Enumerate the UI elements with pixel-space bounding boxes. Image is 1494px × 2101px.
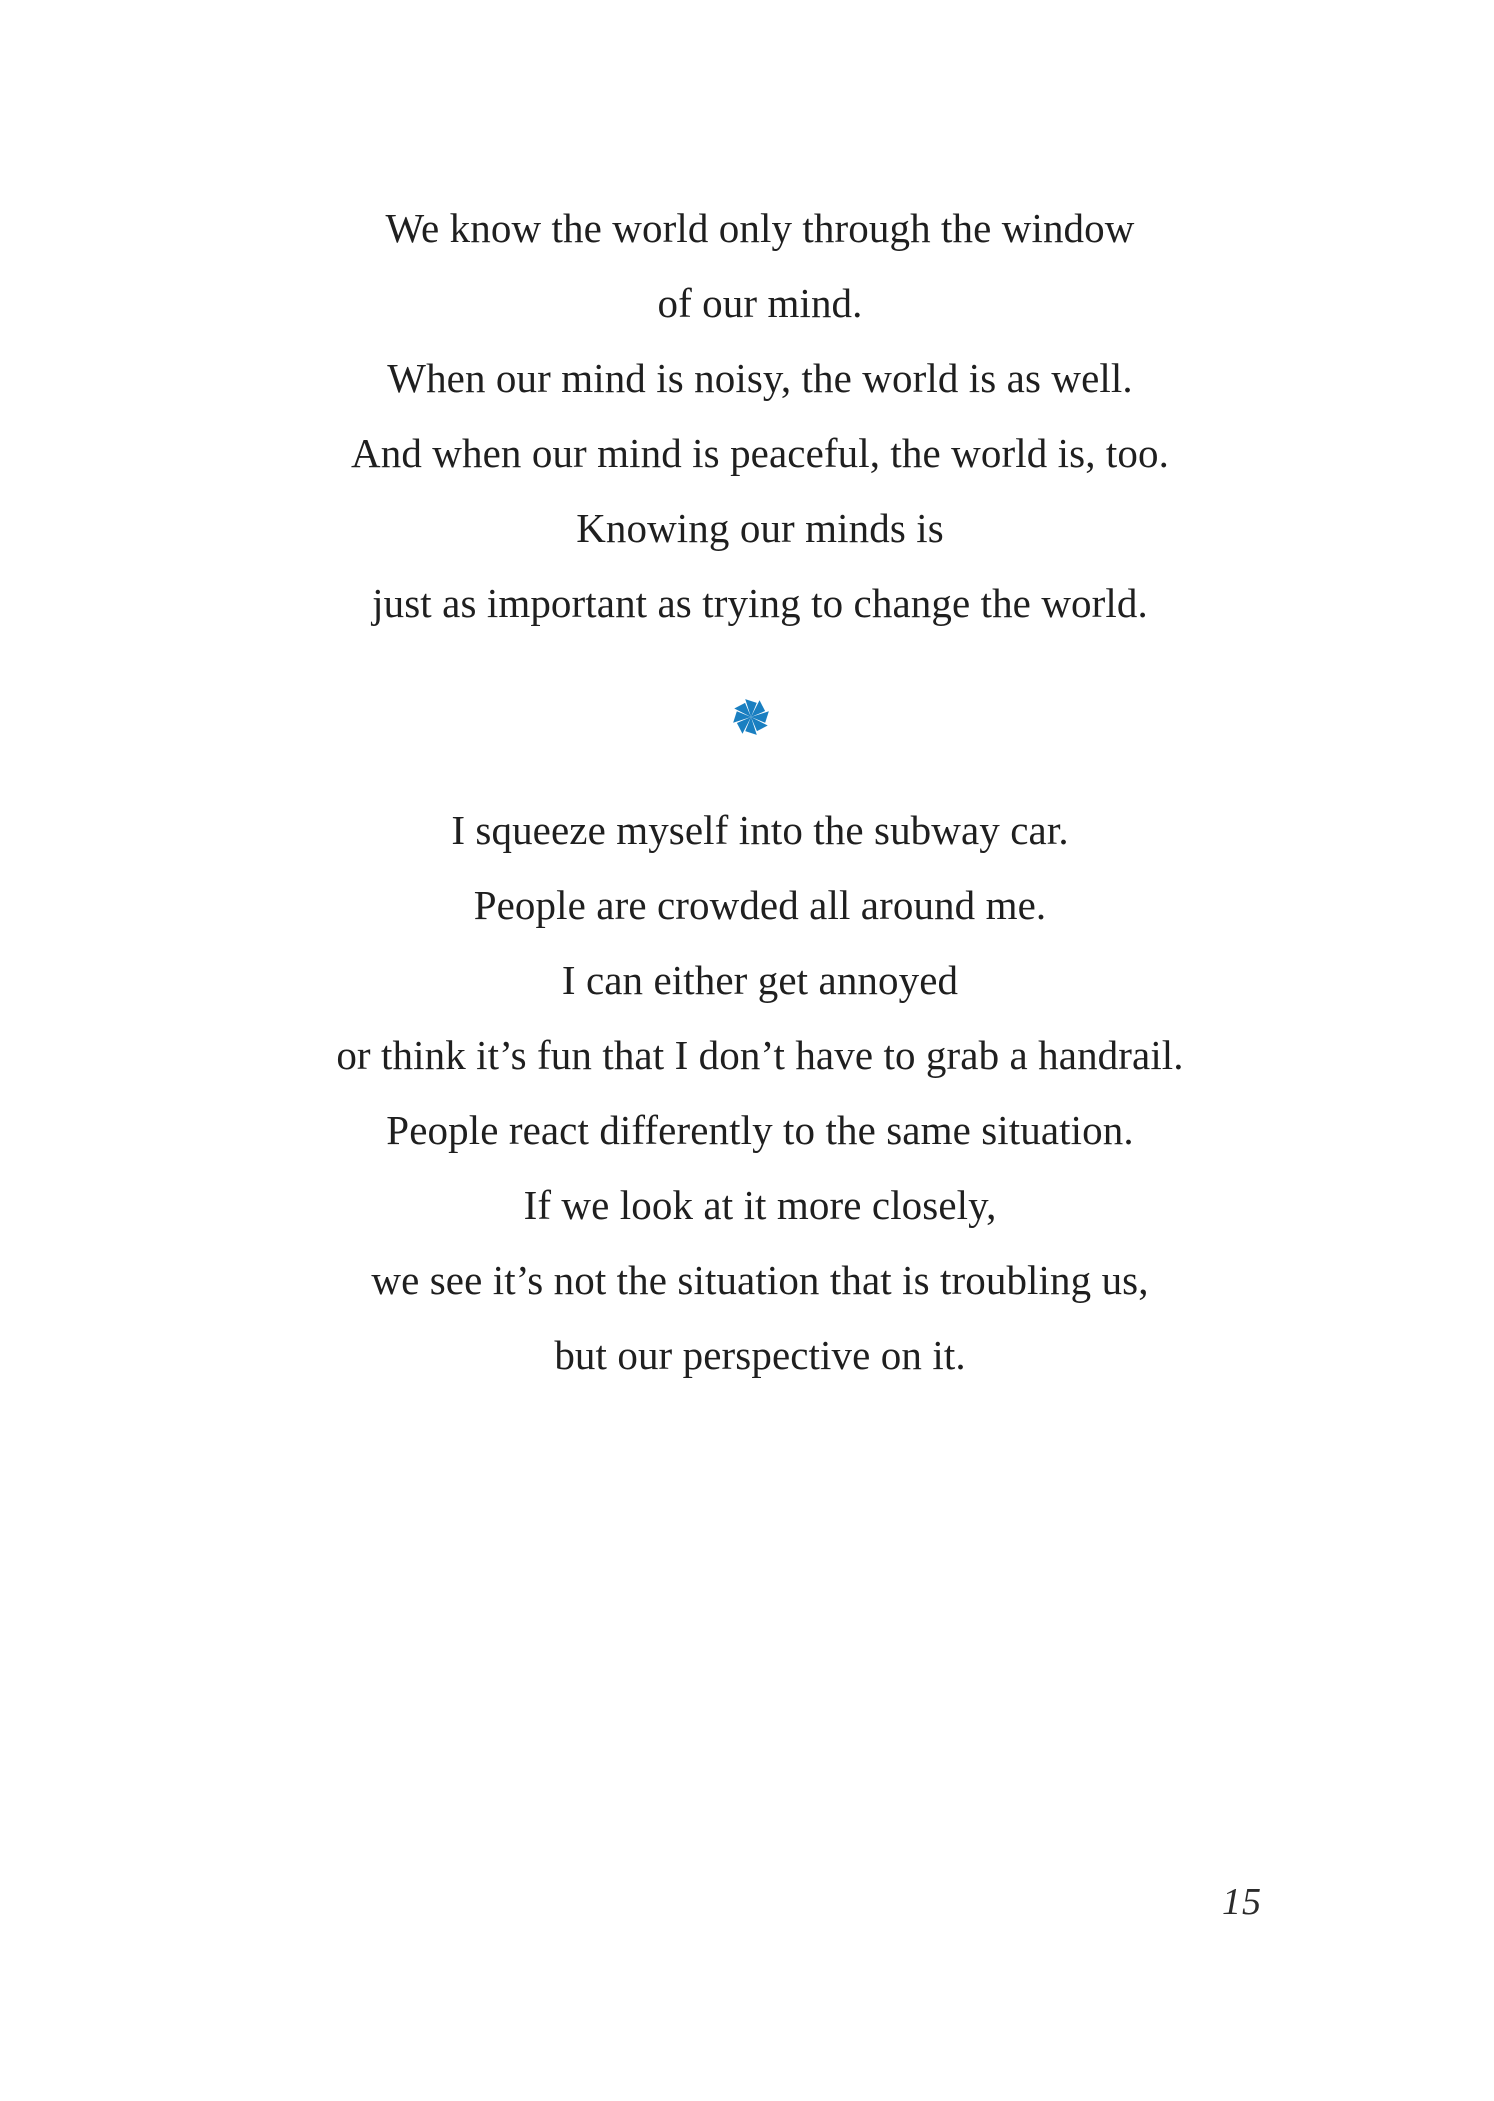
section-divider [0, 696, 1494, 738]
poem-line: I squeeze myself into the subway car. [451, 807, 1069, 853]
poem-line: People are crowded all around me. [473, 882, 1047, 928]
poem-line: we see it’s not the situation that is troubling us, [371, 1257, 1149, 1303]
poem-line: Knowing our minds is [576, 505, 944, 551]
poem-stanza-1 [0, 191, 1494, 641]
poem-line: We know the world only through the window [385, 205, 1135, 251]
poem-line: People react differently to the same situation. [386, 1107, 1134, 1153]
page-number: 15 [1222, 1881, 1262, 1923]
poem-line: I can either get annoyed [561, 957, 959, 1003]
poem-line: When our mind is noisy, the world is as well. [387, 355, 1133, 401]
poem-line: but our perspective on it. [554, 1332, 966, 1378]
poem-line: or think it’s fun that I don’t have to grab a handrail. [336, 1032, 1184, 1078]
poem-line: And when our mind is peaceful, the world is, too. [351, 430, 1169, 476]
poem-stanza-2 [0, 793, 1494, 1393]
pinwheel-asterisk-icon [730, 696, 772, 738]
poem-line: of our mind. [657, 280, 863, 326]
poem-line: just as important as trying to change the world. [372, 580, 1148, 626]
poem-line: If we look at it more closely, [523, 1182, 997, 1228]
